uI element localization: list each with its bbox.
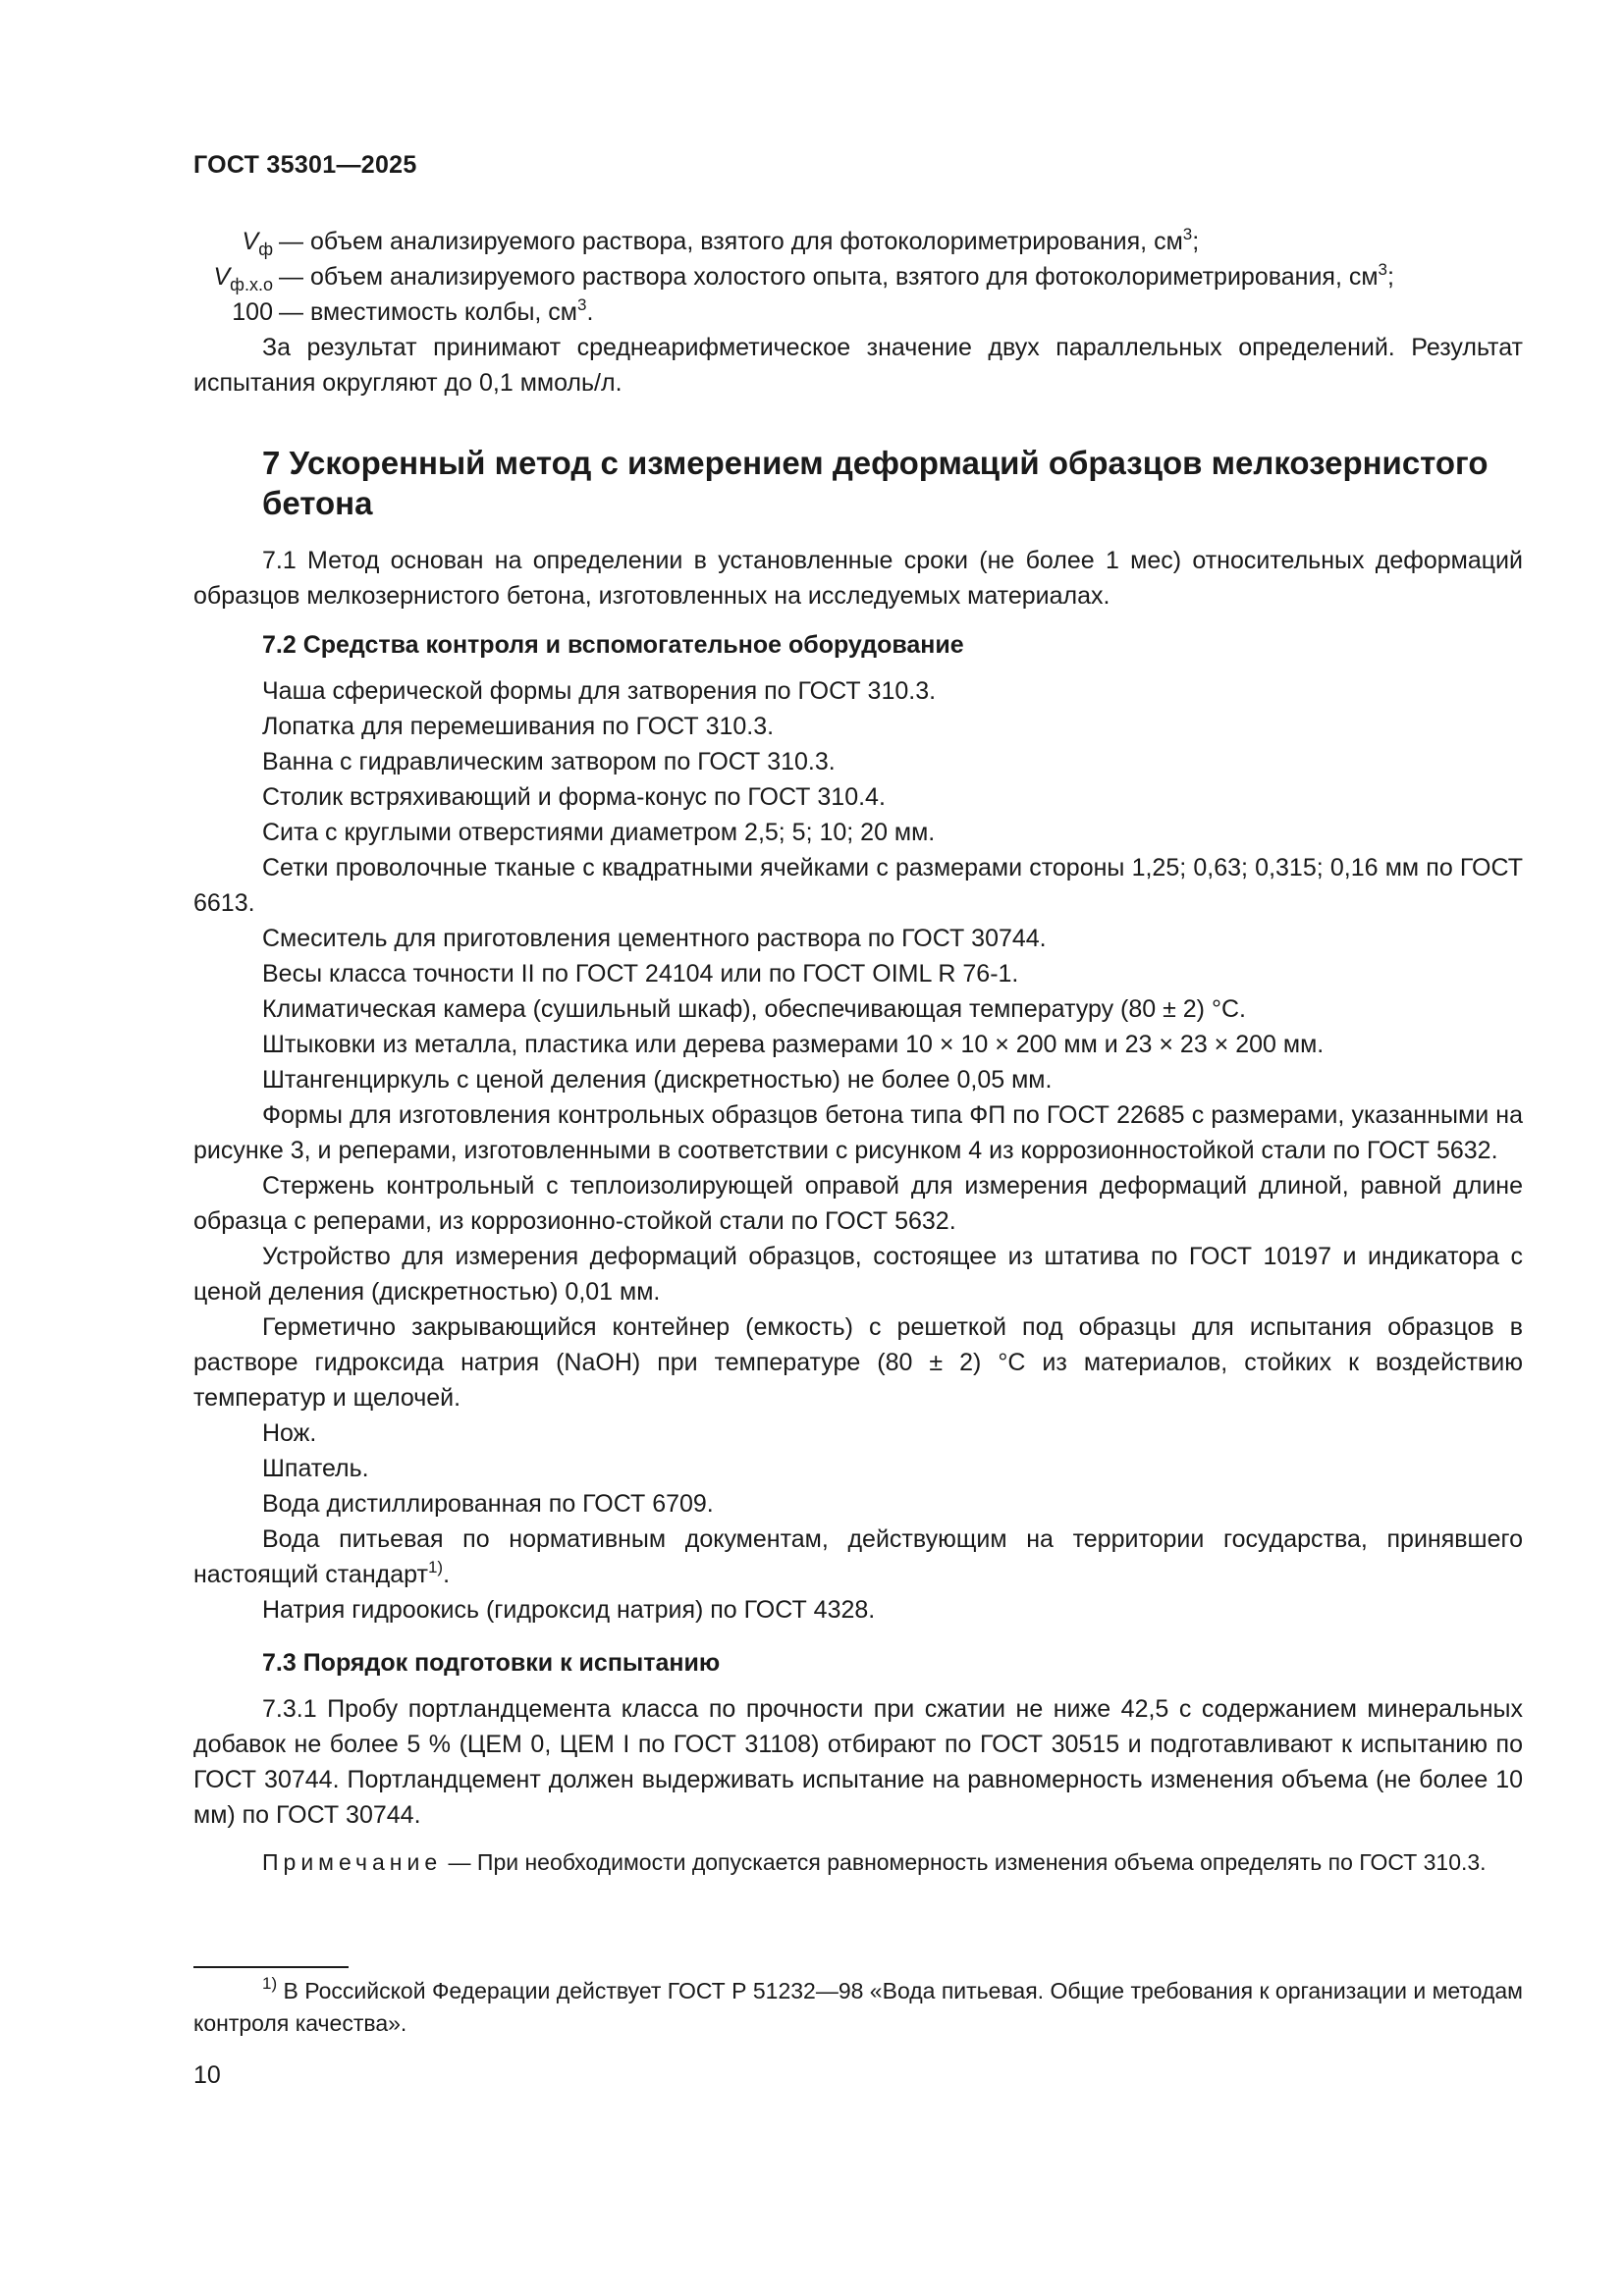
footnote-divider [193, 1966, 349, 1968]
list-item: Шпатель. [262, 1455, 369, 1482]
list-item: Формы для изготовления контрольных образцов бетона типа ФП по ГОСТ 22685 с размерами, указанными на рисунке 3, и реперами, изготовленными в соответствии с рисунком 4 из коррозионностойкой стали по ГОСТ 5632. [193, 1101, 1523, 1164]
list-item: Чаша сферической формы для затворения по ГОСТ 310.3. [262, 677, 937, 705]
definition-text: — вместимость колбы, см [279, 298, 577, 326]
list-item-text: Вода питьевая по нормативным документам, действующим на территории государства, принявшего настоящий стандарт [193, 1525, 1523, 1588]
list-item: Ванна с гидравлическим затвором по ГОСТ 310.3. [262, 748, 836, 775]
paragraph-7-3-1: 7.3.1 Пробу портландцемента класса по прочности при сжатии не ниже 42,5 с содержанием минеральных добавок не более 5 % (ЦЕМ 0, ЦЕМ I по ГОСТ 31108) отбирают по ГОСТ 30515 и подготавливают к испытанию по ГОСТ 30744. Портландцемент должен выдерживать испытание на равномерность изменения объема (не более 10 мм) по ГОСТ 30744. [193, 1695, 1523, 1829]
list-item: Лопатка для перемешивания по ГОСТ 310.3. [262, 713, 775, 740]
page-content [193, 224, 1523, 1901]
footnote-reference[interactable]: 1) [427, 1558, 444, 1576]
definition-symbol: 100 [232, 298, 273, 326]
definition-symbol: V [213, 263, 231, 291]
list-item: Штыковки из металла, пластика или дерева размерами 10 × 10 × 200 мм и 23 × 23 × 200 мм. [262, 1031, 1325, 1058]
note [193, 1846, 1523, 1879]
note-label: Примечание [262, 1849, 443, 1875]
list-item: Герметично закрывающийся контейнер (емкость) с решеткой под образцы для испытания образцов в растворе гидроксида натрия (NaOH) при температуре (80 ± 2) °С из материалов, стойких к воздействию температур и щелочей. [193, 1313, 1523, 1412]
list-item: Натрия гидроокись (гидроксид натрия) по ГОСТ 4328. [262, 1596, 876, 1624]
definition-subscript: ф.х.о [230, 275, 273, 294]
definition-v-f [193, 224, 1523, 259]
note-text: — При необходимости допускается равномерность изменения объема определять по ГОСТ 310.3. [442, 1849, 1487, 1875]
definition-100 [193, 294, 1523, 330]
definition-symbol: V [242, 228, 259, 255]
list-item: Штангенциркуль с ценой деления (дискретностью) не более 0,05 мм. [262, 1066, 1053, 1094]
document-header: ГОСТ 35301—2025 [193, 151, 417, 179]
list-item: Стержень контрольный с теплоизолирующей оправой для измерения деформаций длиной, равной длине образца с реперами, из коррозионно-стойкой стали по ГОСТ 5632. [193, 1172, 1523, 1235]
paragraph-7-1: 7.1 Метод основан на определении в установленные сроки (не более 1 мес) относительных деформаций образцов мелкозернистого бетона, изготовленных на исследуемых материалах. [193, 547, 1523, 610]
list-item: Сетки проволочные тканые с квадратными ячейками с размерами стороны 1,25; 0,63; 0,315; 0,16 мм по ГОСТ 6613. [193, 854, 1523, 917]
unit-superscript: 3 [577, 295, 587, 314]
section-7-3-heading: 7.3 Порядок подготовки к испытанию [262, 1649, 721, 1677]
section-7-2-heading: 7.2 Средства контроля и вспомогательное оборудование [262, 631, 964, 659]
definition-tail: ; [1387, 263, 1394, 291]
footnote-text: В Российской Федерации действует ГОСТ Р 51232—98 «Вода питьевая. Общие требования к организации и методам контроля качества». [193, 1978, 1523, 2036]
equipment-list [193, 673, 1523, 1628]
list-item: Столик встряхивающий и форма-конус по ГОСТ 310.4. [262, 783, 886, 811]
definition-subscript: ф [258, 240, 273, 259]
definition-text: — объем анализируемого раствора, взятого для фотоколориметрирования, см [279, 228, 1183, 255]
list-item: Сита с круглыми отверстиями диаметром 2,5; 5; 10; 20 мм. [262, 819, 936, 846]
result-paragraph: За результат принимают среднеарифметическое значение двух параллельных определений. Результат испытания округляют до 0,1 ммоль/л. [193, 334, 1523, 397]
footnote [193, 1975, 1523, 2040]
unit-superscript: 3 [1182, 225, 1193, 243]
list-item-tail: . [443, 1561, 451, 1588]
list-item: Климатическая камера (сушильный шкаф), обеспечивающая температуру (80 ± 2) °С. [262, 995, 1246, 1023]
unit-superscript: 3 [1378, 260, 1387, 279]
definition-text: — объем анализируемого раствора холостого опыта, взятого для фотоколориметрирования, см [279, 263, 1379, 291]
definition-tail: ; [1192, 228, 1200, 255]
definition-tail: . [586, 298, 594, 326]
list-item: Вода дистиллированная по ГОСТ 6709. [262, 1490, 714, 1518]
list-item: Смеситель для приготовления цементного раствора по ГОСТ 30744. [262, 925, 1047, 952]
definition-v-fho [193, 259, 1523, 294]
list-item: Нож. [262, 1419, 317, 1447]
list-item-drinking-water [193, 1522, 1523, 1592]
section-7-heading: 7 Ускоренный метод с измерением деформаций образцов мелкозернистого бетона [262, 445, 1489, 521]
footnote-marker: 1) [262, 1974, 278, 1993]
list-item: Весы класса точности II по ГОСТ 24104 или по ГОСТ OIML R 76-1. [262, 960, 1019, 988]
list-item: Устройство для измерения деформаций образцов, состоящее из штатива по ГОСТ 10197 и индикатора с ценой деления (дискретностью) 0,01 мм. [193, 1243, 1523, 1306]
page-number: 10 [193, 2061, 221, 2089]
